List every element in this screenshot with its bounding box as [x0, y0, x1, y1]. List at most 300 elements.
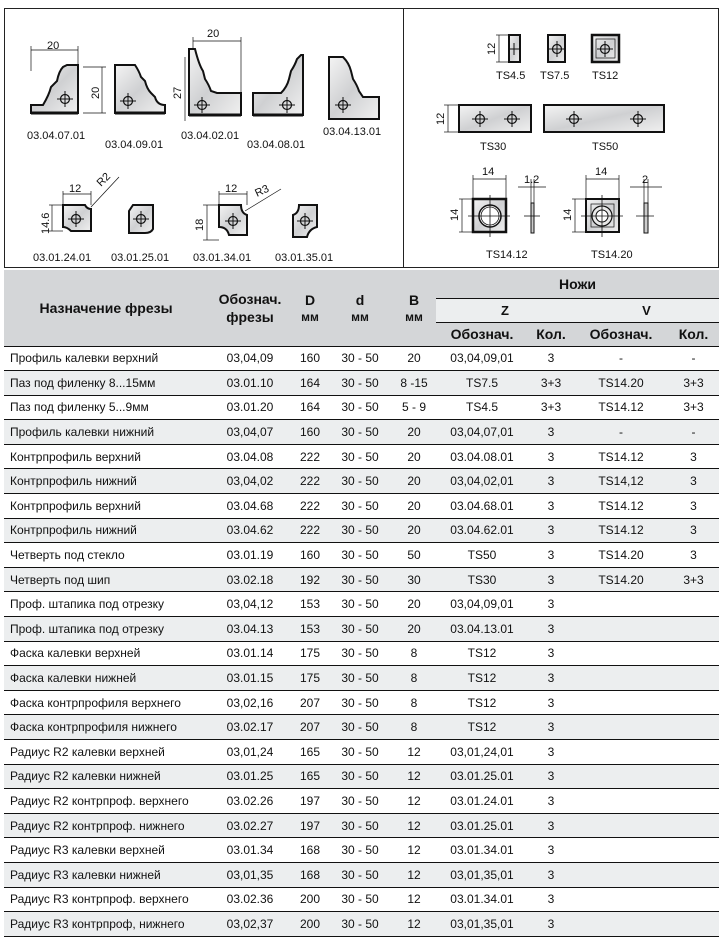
cell-z-designation: 03.04.62.01 [436, 518, 528, 543]
cell-purpose: Проф. штапика под отрезку [4, 617, 208, 642]
cell-v-qty: 3 [668, 444, 719, 469]
cell-designation: 03,04,12 [208, 592, 292, 617]
cell-purpose: Контрпрофиль верхний [4, 494, 208, 519]
svg-text:R3: R3 [253, 182, 272, 200]
cell-D: 164 [292, 395, 328, 420]
header-v-qty: Кол. [668, 322, 719, 346]
cell-designation: 03,04,09 [208, 346, 292, 371]
cell-D: 222 [292, 469, 328, 494]
svg-text:20: 20 [47, 40, 60, 52]
cell-designation: 03.04.62 [208, 518, 292, 543]
svg-text:12: 12 [225, 183, 238, 195]
cell-purpose: Радиус R2 контрпроф. нижнего [4, 813, 208, 838]
cell-B: 12 [392, 789, 436, 814]
cell-v-designation [574, 715, 668, 740]
cell-d: 30 - 50 [328, 518, 392, 543]
knife-ts30-icon [435, 105, 531, 153]
cell-v-qty: 3 [668, 518, 719, 543]
cell-v-qty: 3 [668, 494, 719, 519]
cell-purpose: Профиль калевки верхний [4, 346, 208, 371]
cell-D: 222 [292, 444, 328, 469]
cell-z-designation: 03,01,35,01 [436, 862, 528, 887]
knife-ts14-12-icon [449, 166, 546, 261]
cell-designation: 03.01.10 [208, 371, 292, 396]
cell-d: 30 - 50 [328, 838, 392, 863]
cell-z-qty: 3 [528, 666, 574, 691]
cell-z-qty: 3 [528, 444, 574, 469]
table-row [4, 838, 719, 863]
cell-designation: 03.01.34 [208, 838, 292, 863]
knife-ts14-20-icon [562, 166, 662, 261]
cell-designation: 03.01.25 [208, 764, 292, 789]
cell-D: 165 [292, 764, 328, 789]
cell-z-qty: 3 [528, 862, 574, 887]
cell-v-qty [668, 764, 719, 789]
cell-z-qty: 3 [528, 518, 574, 543]
table-row [4, 567, 719, 592]
svg-text:14: 14 [482, 166, 495, 178]
cell-D: 168 [292, 838, 328, 863]
cell-B: 8 [392, 690, 436, 715]
cell-z-designation: TS12 [436, 641, 528, 666]
svg-text:TS50: TS50 [592, 141, 619, 153]
cell-B: 20 [392, 494, 436, 519]
table-row [4, 813, 719, 838]
cell-D: 197 [292, 813, 328, 838]
cell-purpose: Паз под филенку 5...9мм [4, 395, 208, 420]
cell-z-qty: 3 [528, 887, 574, 912]
cell-B: 20 [392, 420, 436, 445]
cell-v-designation [574, 813, 668, 838]
cell-designation: 03,01,35 [208, 862, 292, 887]
profile-knives-drawing-panel [4, 8, 404, 268]
table-row [4, 592, 719, 617]
cell-v-qty [668, 887, 719, 912]
svg-text:27: 27 [172, 86, 184, 99]
cell-d: 30 - 50 [328, 617, 392, 642]
cell-z-designation: 03.04.08.01 [436, 444, 528, 469]
cell-z-designation: 03,04,02,01 [436, 469, 528, 494]
cell-z-designation: 03.01.25.01 [436, 764, 528, 789]
knife-03-04-13-01-icon [323, 57, 381, 138]
svg-text:03.01.25.01: 03.01.25.01 [111, 252, 170, 264]
cell-d: 30 - 50 [328, 887, 392, 912]
table-row [4, 764, 719, 789]
table-row [4, 789, 719, 814]
cell-d: 30 - 50 [328, 395, 392, 420]
header-B-unit: мм [405, 309, 423, 324]
cell-D: 168 [292, 862, 328, 887]
cell-v-designation: TS14.12 [574, 395, 668, 420]
cell-v-designation: TS14.20 [574, 567, 668, 592]
cell-v-designation: TS14.20 [574, 371, 668, 396]
cell-z-qty: 3 [528, 715, 574, 740]
cell-z-qty: 3 [528, 543, 574, 568]
cell-purpose: Четверть под стекло [4, 543, 208, 568]
header-group-v: V [574, 298, 719, 322]
knife-ts4-5-icon [486, 35, 525, 82]
cell-z-designation: 03,04,09,01 [436, 346, 528, 371]
cell-d: 30 - 50 [328, 764, 392, 789]
svg-text:20: 20 [90, 86, 102, 99]
cell-B: 20 [392, 469, 436, 494]
cell-purpose: Контрпрофиль верхний [4, 444, 208, 469]
cell-z-designation: TS12 [436, 715, 528, 740]
cell-v-qty [668, 592, 719, 617]
cell-designation: 03.02.27 [208, 813, 292, 838]
cell-v-designation: TS14,12 [574, 469, 668, 494]
cell-d: 30 - 50 [328, 346, 392, 371]
cell-z-designation: TS12 [436, 666, 528, 691]
cell-z-qty: 3 [528, 789, 574, 814]
cell-D: 153 [292, 592, 328, 617]
cell-purpose: Радиус R2 калевки нижней [4, 764, 208, 789]
cell-D: 207 [292, 715, 328, 740]
knife-03-04-07-01-icon [27, 40, 106, 142]
cell-z-qty: 3 [528, 764, 574, 789]
cell-v-qty [668, 617, 719, 642]
cell-z-designation: 03,04,07,01 [436, 420, 528, 445]
svg-text:03.04.02.01: 03.04.02.01 [181, 130, 240, 142]
table-row [4, 543, 719, 568]
cell-z-qty: 3 [528, 690, 574, 715]
cell-v-designation [574, 592, 668, 617]
cell-purpose: Профиль калевки нижний [4, 420, 208, 445]
cell-z-qty: 3+3 [528, 371, 574, 396]
cell-purpose: Фаска калевки верхней [4, 641, 208, 666]
table-row [4, 666, 719, 691]
cell-z-designation: 03.01.25.01 [436, 813, 528, 838]
cell-v-designation [574, 666, 668, 691]
cell-z-qty: 3 [528, 740, 574, 765]
svg-text:12: 12 [486, 42, 498, 55]
cell-v-designation [574, 764, 668, 789]
cell-B: 12 [392, 862, 436, 887]
cell-z-designation: 03.01.34.01 [436, 838, 528, 863]
cell-z-designation: TS12 [436, 690, 528, 715]
cell-purpose: Проф. штапика под отрезку [4, 592, 208, 617]
cell-z-designation: 03.04.13.01 [436, 617, 528, 642]
cell-B: 20 [392, 592, 436, 617]
svg-text:03.04.07.01: 03.04.07.01 [27, 130, 86, 142]
cell-designation: 03.02.18 [208, 567, 292, 592]
cell-designation: 03.04.13 [208, 617, 292, 642]
cell-purpose: Фаска калевки нижней [4, 666, 208, 691]
cell-designation: 03,02,37 [208, 912, 292, 937]
svg-text:14: 14 [449, 208, 461, 221]
cell-z-qty: 3 [528, 494, 574, 519]
cell-v-designation [574, 641, 668, 666]
cell-B: 20 [392, 444, 436, 469]
cell-v-qty [668, 912, 719, 937]
cell-designation: 03,01,24 [208, 740, 292, 765]
cell-B: 20 [392, 617, 436, 642]
cell-v-designation: TS14.12 [574, 518, 668, 543]
cell-z-qty: 3 [528, 346, 574, 371]
knife-03-01-25-01-icon [111, 205, 169, 264]
cell-D: 200 [292, 912, 328, 937]
svg-text:R2: R2 [94, 170, 114, 190]
cell-B: 12 [392, 887, 436, 912]
cell-B: 50 [392, 543, 436, 568]
cell-B: 12 [392, 813, 436, 838]
cell-purpose: Четверть под шип [4, 567, 208, 592]
cell-d: 30 - 50 [328, 567, 392, 592]
header-D [292, 270, 328, 346]
cell-D: 175 [292, 666, 328, 691]
header-d [328, 270, 392, 346]
knife-03-01-24-01-icon [33, 171, 119, 264]
table-row [4, 641, 719, 666]
cell-v-qty [668, 740, 719, 765]
cell-B: 12 [392, 764, 436, 789]
cell-v-designation [574, 887, 668, 912]
cell-purpose: Паз под филенку 8...15мм [4, 371, 208, 396]
knife-03-01-35-01-icon [275, 205, 333, 264]
knife-03-04-02-01-icon [172, 28, 241, 142]
cell-v-designation [574, 838, 668, 863]
cell-d: 30 - 50 [328, 912, 392, 937]
cell-v-qty [668, 690, 719, 715]
cell-z-qty: 3 [528, 469, 574, 494]
cell-D: 165 [292, 740, 328, 765]
cell-B: 8 -15 [392, 371, 436, 396]
header-knives: Ножи [436, 270, 719, 298]
header-designation: Обознач. фрезы [208, 270, 292, 346]
cell-z-qty: 3 [528, 592, 574, 617]
cell-D: 153 [292, 617, 328, 642]
cell-d: 30 - 50 [328, 592, 392, 617]
header-z-qty: Кол. [528, 322, 574, 346]
table-row [4, 912, 719, 937]
cell-z-qty: 3+3 [528, 395, 574, 420]
cell-designation: 03.01.19 [208, 543, 292, 568]
cell-v-designation [574, 617, 668, 642]
knife-03-04-09-01-icon [105, 65, 165, 151]
cell-z-designation: TS50 [436, 543, 528, 568]
cell-B: 12 [392, 912, 436, 937]
table-row [4, 690, 719, 715]
cell-D: 175 [292, 641, 328, 666]
header-d-label: d [355, 291, 365, 308]
cell-d: 30 - 50 [328, 444, 392, 469]
svg-text:TS12: TS12 [592, 70, 619, 82]
svg-text:TS30: TS30 [480, 141, 507, 153]
cell-v-qty: 3+3 [668, 567, 719, 592]
cell-D: 222 [292, 518, 328, 543]
svg-text:1.2: 1.2 [524, 174, 540, 186]
cell-v-designation: TS14.20 [574, 543, 668, 568]
cell-v-qty: - [668, 346, 719, 371]
cell-v-designation [574, 912, 668, 937]
cell-designation: 03.02.26 [208, 789, 292, 814]
cell-z-qty: 3 [528, 617, 574, 642]
header-group-z: Z [436, 298, 574, 322]
header-purpose: Назначение фрезы [4, 270, 208, 346]
svg-text:12: 12 [435, 112, 447, 125]
cell-d: 30 - 50 [328, 494, 392, 519]
cell-purpose: Радиус R3 контрпроф. верхнего [4, 887, 208, 912]
cell-D: 222 [292, 494, 328, 519]
profile-knives-drawing [5, 9, 405, 269]
svg-text:14: 14 [562, 208, 574, 221]
knife-03-01-34-01-icon [193, 183, 281, 264]
cell-z-qty: 3 [528, 567, 574, 592]
cell-purpose: Радиус R3 калевки нижней [4, 862, 208, 887]
straight-knives-drawing-panel [403, 8, 719, 268]
cell-d: 30 - 50 [328, 641, 392, 666]
cell-designation: 03,04,02 [208, 469, 292, 494]
cell-d: 30 - 50 [328, 543, 392, 568]
cell-D: 207 [292, 690, 328, 715]
cell-v-designation: - [574, 420, 668, 445]
svg-text:03.04.08.01: 03.04.08.01 [247, 139, 306, 151]
cell-d: 30 - 50 [328, 371, 392, 396]
cell-v-qty [668, 641, 719, 666]
table-row [4, 862, 719, 887]
cell-v-designation: TS14.12 [574, 444, 668, 469]
header-D-unit: мм [301, 309, 319, 324]
cell-designation: 03.04.08 [208, 444, 292, 469]
cell-d: 30 - 50 [328, 420, 392, 445]
table-row [4, 346, 719, 371]
svg-text:03.01.24.01: 03.01.24.01 [33, 252, 92, 264]
svg-text:18: 18 [194, 218, 206, 231]
cell-z-designation: TS7.5 [436, 371, 528, 396]
cell-v-qty [668, 813, 719, 838]
cell-v-qty [668, 838, 719, 863]
cell-z-designation: 03,04,09,01 [436, 592, 528, 617]
cell-D: 160 [292, 420, 328, 445]
cell-v-qty: 3 [668, 543, 719, 568]
cell-z-qty: 3 [528, 838, 574, 863]
cell-z-qty: 3 [528, 420, 574, 445]
cell-z-qty: 3 [528, 641, 574, 666]
cell-designation: 03,02,16 [208, 690, 292, 715]
cell-B: 8 [392, 715, 436, 740]
cell-D: 192 [292, 567, 328, 592]
cell-d: 30 - 50 [328, 715, 392, 740]
svg-text:03.04.13.01: 03.04.13.01 [323, 126, 382, 138]
svg-text:2: 2 [642, 174, 649, 186]
cell-designation: 03.04.68 [208, 494, 292, 519]
cell-d: 30 - 50 [328, 740, 392, 765]
header-d-unit: мм [351, 309, 369, 324]
cell-B: 5 - 9 [392, 395, 436, 420]
cell-purpose: Радиус R2 контрпроф. верхнего [4, 789, 208, 814]
cell-designation: 03.01.20 [208, 395, 292, 420]
cell-purpose: Радиус R3 контрпроф, нижнего [4, 912, 208, 937]
header-B [392, 270, 436, 346]
cell-z-designation: 03.01.24.01 [436, 789, 528, 814]
cell-d: 30 - 50 [328, 690, 392, 715]
table-row [4, 518, 719, 543]
cell-d: 30 - 50 [328, 789, 392, 814]
cell-B: 20 [392, 346, 436, 371]
knife-ts50-icon [544, 105, 664, 153]
knife-ts12-icon [592, 35, 619, 82]
svg-text:03.01.35.01: 03.01.35.01 [275, 252, 334, 264]
cell-z-qty: 3 [528, 912, 574, 937]
table-row [4, 371, 719, 396]
cell-v-qty: 3 [668, 469, 719, 494]
cell-v-qty: 3+3 [668, 395, 719, 420]
svg-text:TS7.5: TS7.5 [540, 70, 570, 82]
table-row [4, 740, 719, 765]
table-body [4, 346, 719, 936]
cutter-spec-table [4, 270, 719, 937]
cell-purpose: Радиус R3 калевки верхней [4, 838, 208, 863]
table-row [4, 420, 719, 445]
cell-designation: 03.01.15 [208, 666, 292, 691]
cell-v-designation [574, 862, 668, 887]
svg-text:TS4.5: TS4.5 [496, 70, 526, 82]
table-row [4, 395, 719, 420]
cell-purpose: Контрпрофиль нижний [4, 469, 208, 494]
cell-D: 160 [292, 346, 328, 371]
cell-B: 20 [392, 518, 436, 543]
header-B-label: B [408, 291, 420, 308]
table-row [4, 469, 719, 494]
cell-D: 200 [292, 887, 328, 912]
cell-v-designation [574, 740, 668, 765]
table-row [4, 887, 719, 912]
cell-designation: 03.02.36 [208, 887, 292, 912]
cell-v-qty: - [668, 420, 719, 445]
cell-v-qty [668, 666, 719, 691]
cell-B: 12 [392, 838, 436, 863]
header-z-designation: Обознач. [436, 322, 528, 346]
cell-B: 8 [392, 666, 436, 691]
cell-v-designation: - [574, 346, 668, 371]
table-row [4, 444, 719, 469]
cell-B: 8 [392, 641, 436, 666]
cell-B: 12 [392, 740, 436, 765]
cell-designation: 03.02.17 [208, 715, 292, 740]
cell-z-designation: TS30 [436, 567, 528, 592]
cell-D: 197 [292, 789, 328, 814]
cell-z-designation: 03,01,35,01 [436, 912, 528, 937]
cell-z-designation: 03.04.68.01 [436, 494, 528, 519]
cell-v-qty [668, 862, 719, 887]
cell-v-designation [574, 789, 668, 814]
cell-D: 164 [292, 371, 328, 396]
cell-purpose: Фаска контрпрофиля верхнего [4, 690, 208, 715]
cell-d: 30 - 50 [328, 813, 392, 838]
svg-text:03.01.34.01: 03.01.34.01 [193, 252, 252, 264]
svg-text:TS14.20: TS14.20 [591, 249, 633, 261]
table-row [4, 617, 719, 642]
svg-text:14.6: 14.6 [40, 212, 52, 234]
cell-v-designation [574, 690, 668, 715]
cell-B: 30 [392, 567, 436, 592]
knife-03-04-08-01-icon [247, 55, 305, 151]
cell-designation: 03,04,07 [208, 420, 292, 445]
cell-z-qty: 3 [528, 813, 574, 838]
cell-D: 160 [292, 543, 328, 568]
table-row [4, 494, 719, 519]
straight-knives-drawing [404, 9, 720, 269]
svg-text:03.04.09.01: 03.04.09.01 [105, 139, 164, 151]
cell-v-qty [668, 789, 719, 814]
cell-d: 30 - 50 [328, 469, 392, 494]
cell-v-qty [668, 715, 719, 740]
header-D-label: D [304, 291, 316, 308]
cell-designation: 03.01.14 [208, 641, 292, 666]
cell-z-designation: 03,01,24,01 [436, 740, 528, 765]
cell-purpose: Фаска контрпрофиля нижнего [4, 715, 208, 740]
cell-d: 30 - 50 [328, 666, 392, 691]
